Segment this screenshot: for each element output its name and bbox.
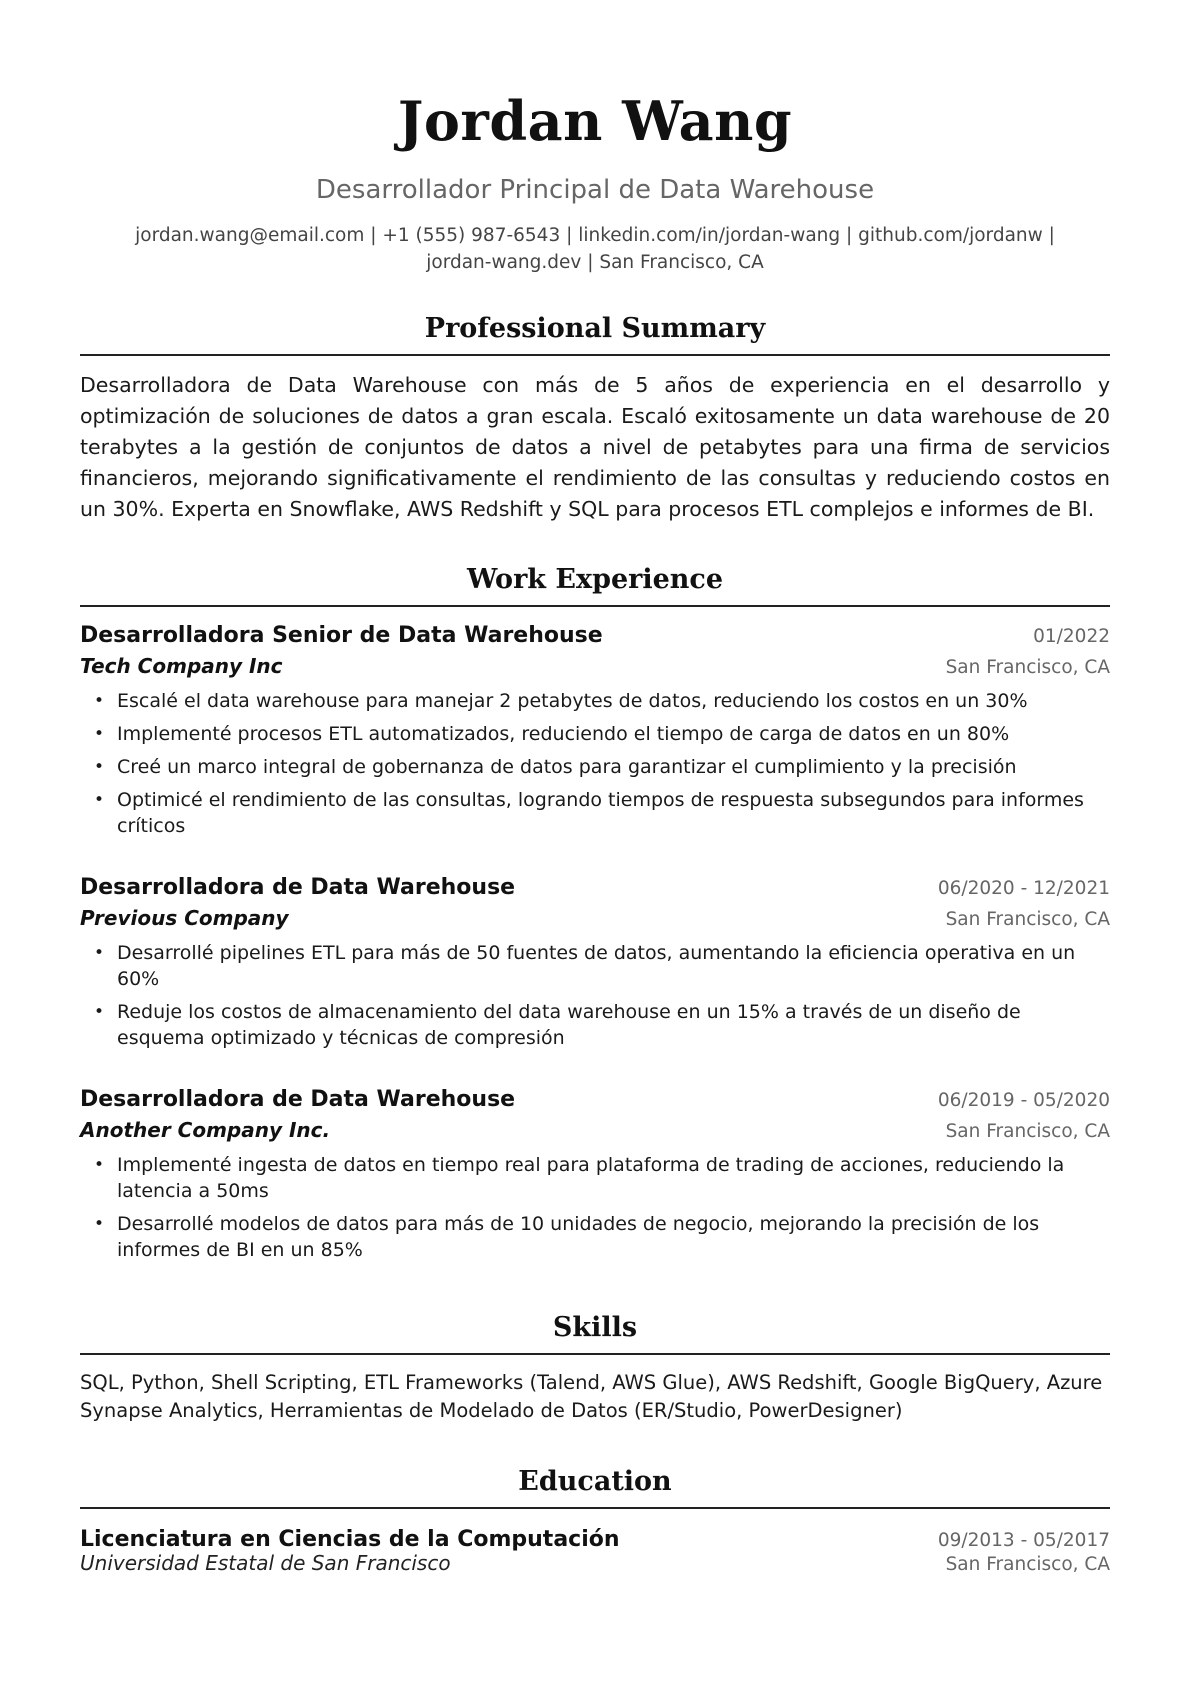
job-date: 01/2022 — [1033, 626, 1110, 647]
job-location: San Francisco, CA — [945, 657, 1110, 678]
job-date: 06/2019 - 05/2020 — [937, 1090, 1110, 1111]
job-bullet: • Optimicé el rendimiento de las consultas, logrando tiempos de respuesta subsegundos para informes críticos — [80, 787, 1110, 839]
job-title: Desarrolladora de Data Warehouse — [80, 875, 516, 900]
job-bullets — [80, 940, 1110, 1051]
job-bullet: • Desarrollé pipelines ETL para más de 50 fuentes de datos, aumentando la eficiencia operativa en un 60% — [80, 940, 1110, 992]
job-entry — [80, 1087, 1110, 1263]
job-location: San Francisco, CA — [945, 1121, 1110, 1142]
candidate-name: Jordan Wang — [397, 89, 793, 153]
job-bullets — [80, 1152, 1110, 1263]
job-bullet: • Implementé ingesta de datos en tiempo real para plataforma de trading de acciones, reduciendo la latencia a 50ms — [80, 1152, 1110, 1204]
job-company: Another Company Inc. — [80, 1118, 331, 1142]
job-date: 06/2020 - 12/2021 — [937, 878, 1110, 899]
education-entry — [80, 1527, 1110, 1575]
job-bullet: • Creé un marco integral de gobernanza de datos para garantizar el cumplimiento y la precisión — [80, 754, 1110, 780]
education-section-title: Education — [80, 1465, 1110, 1509]
summary-text: Desarrolladora de Data Warehouse con más de 5 años de experiencia en el desarrollo y optimización de soluciones de datos a gran escala. Escaló exitosamente un data warehouse de 20 terabytes a la gestión de conjuntos de datos a nivel de petabytes para una firma de servicios financieros, mejorando significativamente el rendimiento de las consultas y reduciendo costos en un 30%. Experta en Snowflake, AWS Redshift y SQL para procesos ETL complejos e informes de BI. — [80, 373, 1110, 521]
summary-section-title: Professional Summary — [80, 312, 1110, 356]
job-company: Previous Company — [80, 906, 289, 930]
education-location: San Francisco, CA — [945, 1554, 1110, 1575]
job-bullet: • Escalé el data warehouse para manejar 2 petabytes de datos, reduciendo los costos en un 30% — [80, 688, 1110, 714]
experience-section-title: Work Experience — [80, 563, 1110, 607]
job-bullet: • Implementé procesos ETL automatizados, reduciendo el tiempo de carga de datos en un 80% — [80, 721, 1110, 747]
job-entry — [80, 623, 1110, 839]
education-section — [80, 1465, 1110, 1575]
job-company: Tech Company Inc — [80, 654, 283, 678]
job-title: Desarrolladora de Data Warehouse — [80, 1087, 516, 1112]
summary-section — [80, 312, 1110, 525]
contact-line-1: jordan.wang@email.com | +1 (555) 987-6543 | linkedin.com/in/jordan-wang | github.com/jordanw | — [135, 225, 1055, 246]
skills-text: SQL, Python, Shell Scripting, ETL Frameworks (Talend, AWS Glue), AWS Redshift, Google BigQuery, Azure Synapse Analytics, Herramientas de Modelado de Datos (ER/Studio, PowerDesigner) — [80, 1371, 1103, 1422]
resume-page — [80, 0, 1110, 1575]
contact-line-2: jordan-wang.dev | San Francisco, CA — [426, 252, 764, 273]
job-title: Desarrolladora Senior de Data Warehouse — [80, 623, 603, 648]
candidate-headline: Desarrollador Principal de Data Warehouse — [315, 175, 875, 205]
education-degree: Licenciatura en Ciencias de la Computación — [80, 1527, 620, 1552]
job-location: San Francisco, CA — [945, 909, 1110, 930]
job-bullet: • Desarrollé modelos de datos para más de 10 unidades de negocio, mejorando la precisión de los informes de BI en un 85% — [80, 1211, 1110, 1263]
job-entry — [80, 875, 1110, 1051]
contact-info — [80, 222, 1110, 276]
education-school: Universidad Estatal de San Francisco — [80, 1551, 451, 1575]
skills-section-title: Skills — [80, 1311, 1110, 1355]
job-bullet: • Reduje los costos de almacenamiento del data warehouse en un 15% a través de un diseño de esquema optimizado y técnicas de compresión — [80, 999, 1110, 1051]
experience-section — [80, 563, 1110, 1263]
skills-section — [80, 1311, 1110, 1425]
job-bullets — [80, 688, 1110, 839]
education-date: 09/2013 - 05/2017 — [937, 1530, 1110, 1551]
